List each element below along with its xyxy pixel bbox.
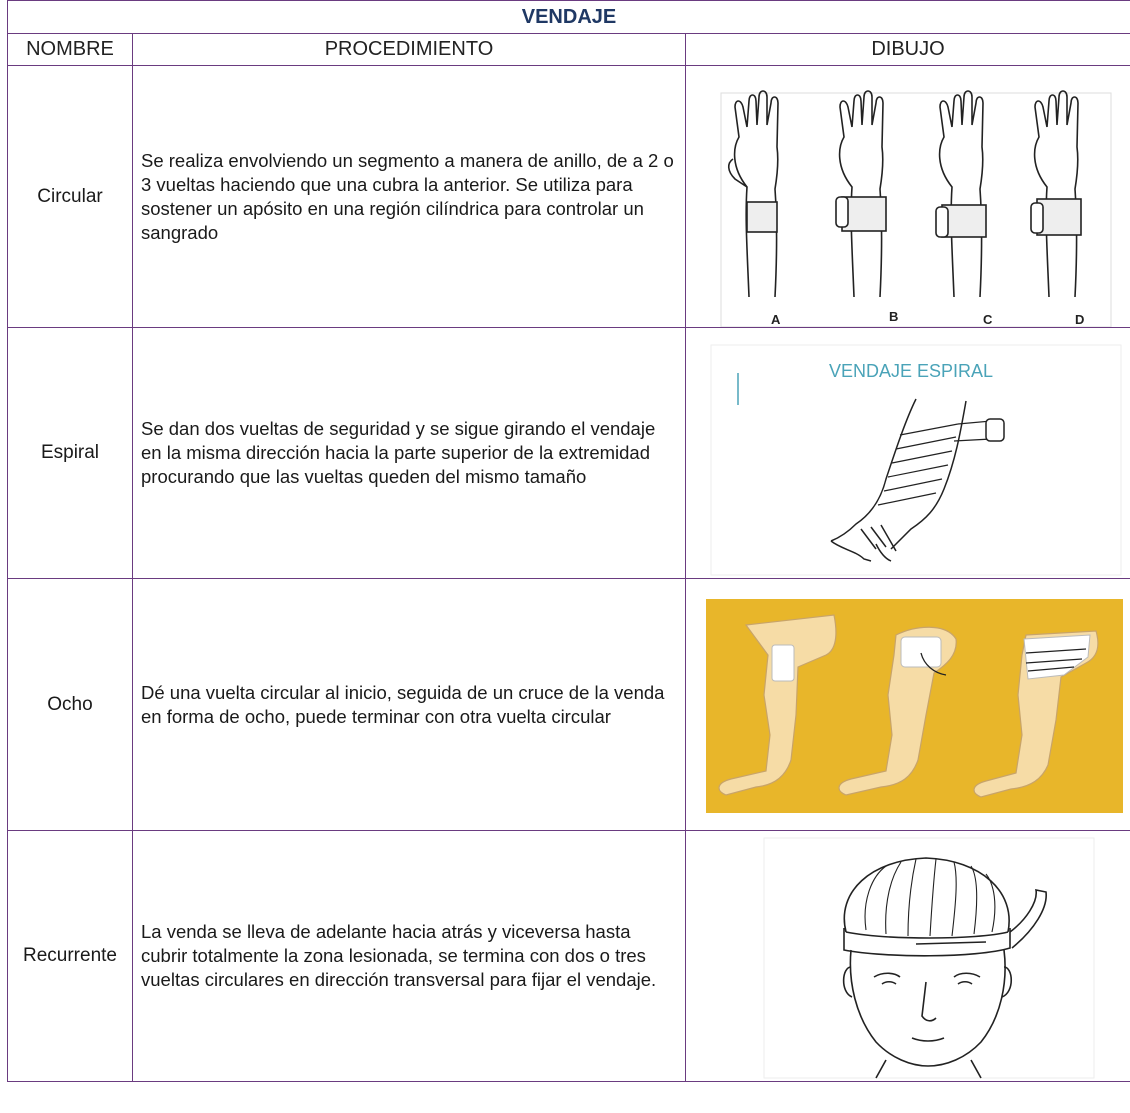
table-row: [8, 66, 1130, 328]
spiral-title: VENDAJE ESPIRAL: [828, 361, 994, 382]
row-name: Recurrente: [8, 830, 133, 1081]
row-procedure: Dé una vuelta circular al inicio, seguida de un cruce de la venda en forma de ocho, puede terminar con otra vuelta circular: [133, 579, 686, 830]
row-drawing: [686, 66, 1130, 328]
header-dibujo: DIBUJO: [686, 34, 1130, 66]
row-drawing: [686, 579, 1130, 830]
label-b: B: [889, 308, 899, 324]
circular-bandage-illustration: [686, 67, 1126, 327]
header-nombre: NOMBRE: [8, 34, 133, 66]
bandage-table: [7, 0, 1130, 1082]
row-procedure: Se dan dos vueltas de seguridad y se sigue girando el vendaje en la misma dirección hacia la parte superior de la extremidad procurando que las vueltas queden del mismo tamaño: [133, 328, 686, 579]
row-name: Circular: [8, 66, 133, 328]
row-name: Espiral: [8, 328, 133, 579]
table-row: [8, 830, 1130, 1081]
recurrent-bandage-illustration: [686, 832, 1126, 1080]
label-c: C: [983, 311, 993, 327]
table-row: [8, 579, 1130, 830]
row-name: Ocho: [8, 579, 133, 830]
row-drawing: [686, 328, 1130, 579]
header-procedimiento: PROCEDIMIENTO: [133, 34, 686, 66]
row-drawing: [686, 830, 1130, 1081]
table-row: [8, 328, 1130, 579]
label-d: D: [1075, 311, 1085, 327]
row-procedure: Se realiza envolviendo un segmento a manera de anillo, de a 2 o 3 vueltas haciendo que una cubra la anterior. Se utiliza para sostener un apósito en una región cilíndrica para controlar un sangrado: [133, 66, 686, 328]
table-title: VENDAJE: [8, 1, 1130, 34]
figure-eight-bandage-illustration: [686, 595, 1130, 815]
row-procedure: La venda se lleva de adelante hacia atrás y viceversa hasta cubrir totalmente la zona lesionada, se termina con dos o tres vueltas circulares en dirección transversal para fijar el vendaje.: [133, 830, 686, 1081]
spiral-bandage-illustration: [686, 329, 1126, 577]
label-a: A: [771, 311, 781, 327]
